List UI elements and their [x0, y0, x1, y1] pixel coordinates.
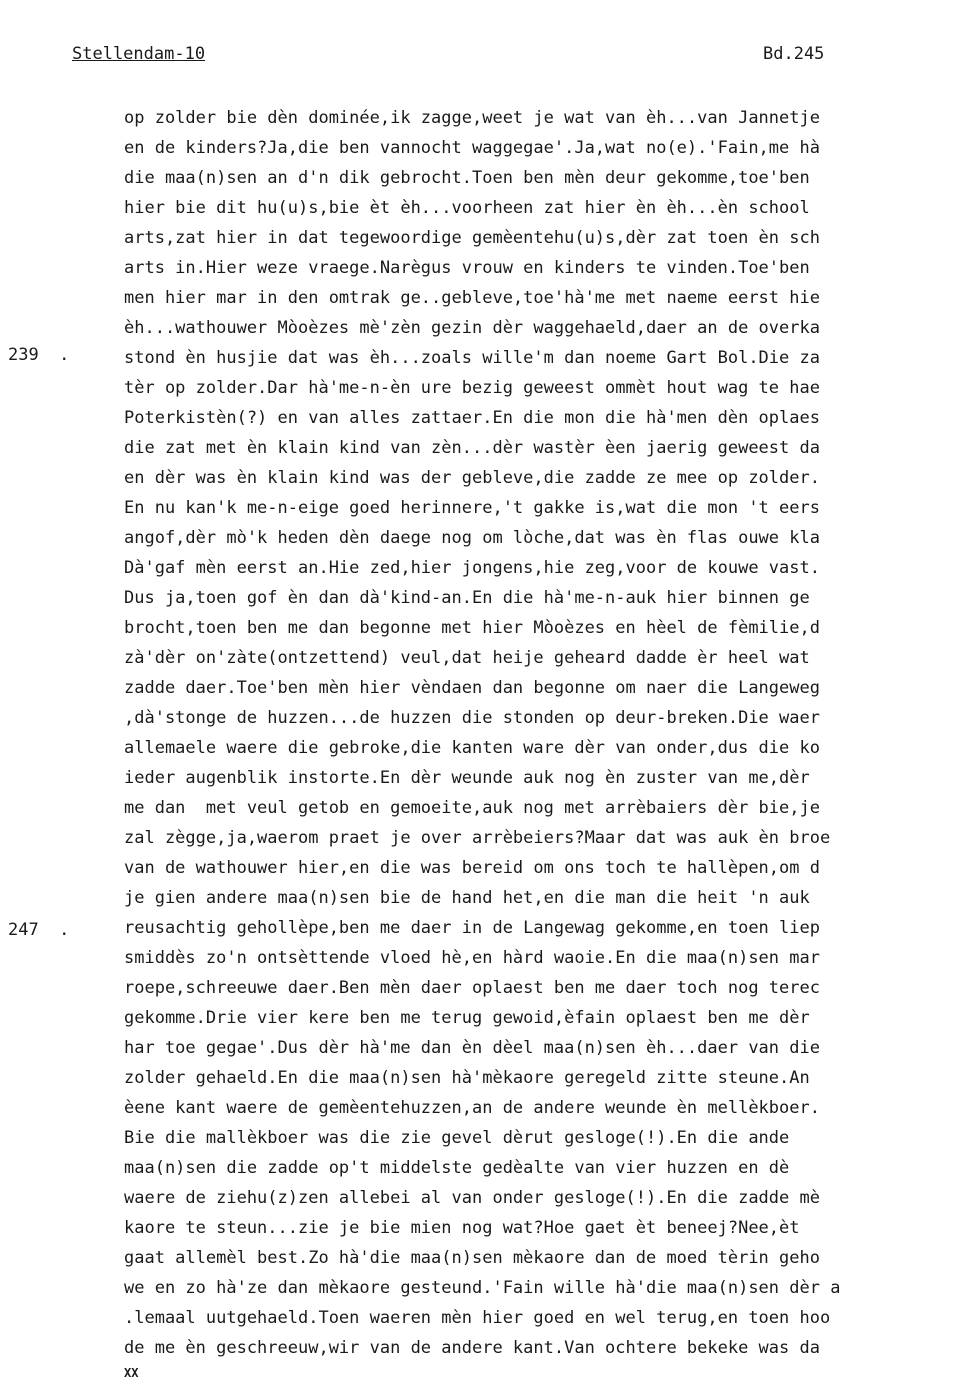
transcript-line: Dà'gaf mèn eerst an.Hie zed,hier jongens,hie zeg,voor de kouwe vast. [124, 558, 820, 578]
transcript-line: en dèr was èn klain kind was der gebleve,die zadde ze mee op zolder. [124, 468, 820, 488]
transcript-line: zà'dèr on'zàte(ontzettend) veul,dat heije geheard dadde èr heel wat [124, 648, 810, 668]
transcript-line: die maa(n)sen an d'n dik gebrocht.Toen ben mèn deur gekomme,toe'ben [124, 168, 810, 188]
transcript-line: zolder gehaeld.En die maa(n)sen hà'mèkaore geregeld zitte steune.An [124, 1068, 810, 1088]
transcript-line: brocht,toen ben me dan begonne met hier Mòoèzes en hèel de fèmilie,d [124, 618, 820, 638]
transcript-line: arts,zat hier in dat tegewoordige gemèentehu(u)s,dèr zat toen èn sch [124, 228, 820, 248]
transcript-line: en de kinders?Ja,die ben vannocht waggegae'.Ja,wat no(e).'Fain,me hà [124, 138, 820, 158]
transcript-line: zal zègge,ja,waerom praet je over arrèbeiers?Maar dat was auk èn broe [124, 828, 831, 848]
transcript-line: je gien andere maa(n)sen bie de hand het,en die man die heit 'n auk [124, 888, 810, 908]
transcript-line: Dus ja,toen gof èn dan dà'kind-an.En die hà'me-n-auk hier binnen ge [124, 588, 810, 608]
transcript-line: op zolder bie dèn dominée,ik zagge,weet je wat van èh...van Jannetje [124, 108, 820, 128]
transcript-line: ,dà'stonge de huzzen...de huzzen die stonden op deur-breken.Die waer [124, 708, 820, 728]
transcript-line: gekomme.Drie vier kere ben me terug gewoid,èfain oplaest ben me dèr [124, 1008, 810, 1028]
transcript-line: we en zo hà'ze dan mèkaore gesteund.'Fain wille hà'die maa(n)sen dèr a [124, 1278, 841, 1298]
transcript-line: hier bie dit hu(u)s,bie èt èh...voorheen zat hier èn èh...èn school [124, 198, 810, 218]
transcript-line: smiddès zo'n ontsèttende vloed hè,en hàrd waoie.En die maa(n)sen mar [124, 948, 820, 968]
transcript-line: roepe,schreeuwe daer.Ben mèn daer oplaest ben me daer toch nog terec [124, 978, 820, 998]
transcript-line: Poterkistèn(?) en van alles zattaer.En die mon die hà'men dèn oplaes [124, 408, 820, 428]
margin-line-number-247: 247 . [8, 920, 70, 940]
transcript-line: van de wathouwer hier,en die was bereid om ons toch te hallèpen,om d [124, 858, 820, 878]
transcript-line: men hier mar in den omtrak ge..gebleve,toe'hà'me met naeme eerst hie [124, 288, 820, 308]
transcript-line: ieder augenblik instorte.En dèr weunde auk nog èn zuster van me,dèr [124, 768, 810, 788]
transcript-line: angof,dèr mò'k heden dèn daege nog om lòche,dat was èn flas ouwe kla [124, 528, 820, 548]
transcript-line: stond èn husjie dat was èh...zoals wille'm dan noeme Gart Bol.Die za [124, 348, 820, 368]
transcript-line: Bie die mallèkboer was die zie gevel dèrut gesloge(!).En die ande [124, 1128, 790, 1148]
transcript-line: èene kant waere de gemèentehuzzen,an de andere weunde èn mellèkboer. [124, 1098, 820, 1118]
transcript-line: En nu kan'k me-n-eige goed herinnere,'t gakke is,wat die mon 't eers [124, 498, 820, 518]
transcript-line: de me èn geschreeuw,wir van de andere kant.Van ochtere bekeke was da [124, 1338, 820, 1358]
transcript-line: kaore te steun...zie je bie mien nog wat?Hoe gaet èt beneej?Nee,èt [124, 1218, 800, 1238]
transcript-body [124, 103, 966, 1383]
page-header [0, 44, 966, 70]
transcript-line: reusachtig gehollèpe,ben me daer in de Langewag gekomme,en toen liep [124, 918, 820, 938]
transcript-line: .lemaal uutgehaeld.Toen waeren mèn hier goed en wel terug,en toen hoo [124, 1308, 831, 1328]
transcript-line: maa(n)sen die zadde op't middelste gedèalte van vier huzzen en dè [124, 1158, 790, 1178]
transcript-line: die zat met èn klain kind van zèn...dèr wastèr èen jaerig geweest da [124, 438, 820, 458]
margin-line-number-239: 239 . [8, 345, 70, 365]
transcript-line: me dan met veul getob en gemoeite,auk nog met arrèbaiers dèr bie,je [124, 798, 820, 818]
transcript-line: arts in.Hier weze vraege.Narègus vrouw en kinders te vinden.Toe'ben [124, 258, 810, 278]
transcript-line: zadde daer.Toe'ben mèn hier vèndaen dan begonne om naer die Langeweg [124, 678, 820, 698]
transcript-line: èh...wathouwer Mòoèzes mè'zèn gezin dèr waggehaeld,daer an de overka [124, 318, 820, 338]
transcript-line: waere de ziehu(z)zen allebei al van onder gesloge(!).En die zadde mè [124, 1188, 820, 1208]
transcript-line: har toe gegae'.Dus dèr hà'me dan èn dèel maa(n)sen èh...daer van die [124, 1038, 820, 1058]
transcript-line: tèr op zolder.Dar hà'me-n-èn ure bezig geweest ommèt hout wag te hae [124, 378, 820, 398]
document-title: Stellendam-10 [72, 44, 206, 64]
volume-reference: Bd.245 [763, 44, 825, 64]
footer-mark: XX [124, 1366, 139, 1380]
transcript-line: allemaele waere die gebroke,die kanten ware dèr van onder,dus die ko [124, 738, 820, 758]
transcript-line: gaat allemèl best.Zo hà'die maa(n)sen mèkaore dan de moed tèrin geho [124, 1248, 820, 1268]
